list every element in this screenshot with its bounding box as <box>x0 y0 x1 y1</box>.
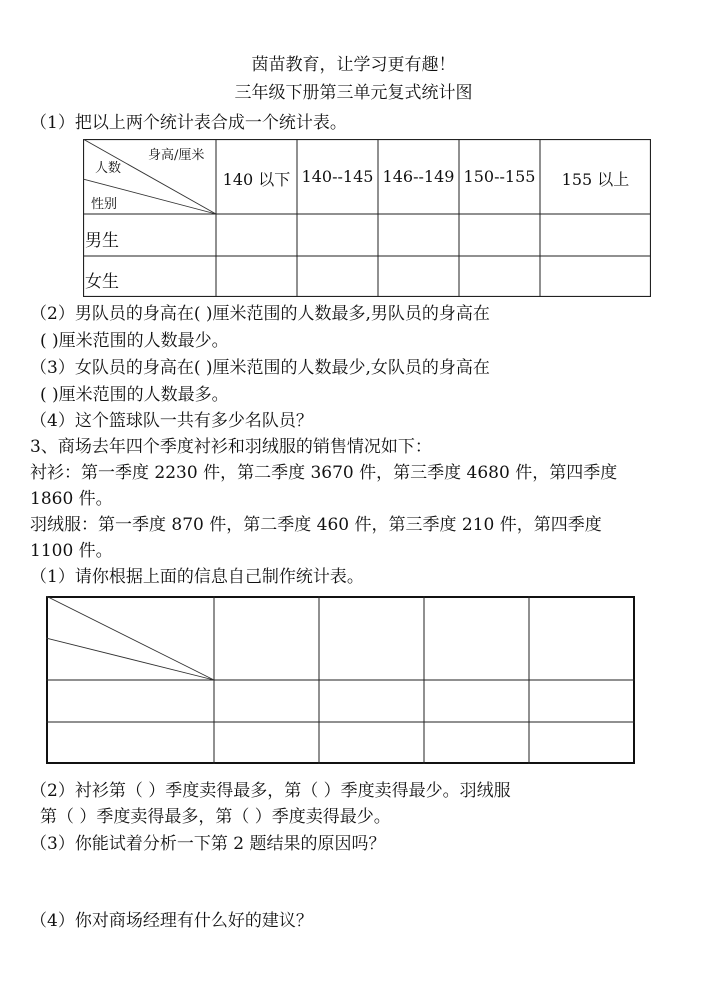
question-3-2-line1: （2）衬衫第（ ）季度卖得最多，第（ ）季度卖得最少。羽绒服 <box>30 781 511 801</box>
header-count-label: 人数 <box>95 161 122 176</box>
part3-intro: 3、商场去年四个季度衬衫和羽绒服的销售情况如下： <box>30 437 432 457</box>
diagonal-line <box>46 638 214 680</box>
column-header: 140 以下 <box>222 170 291 189</box>
downjacket-data-line2: 1100 件。 <box>30 541 113 561</box>
sales-table-grid <box>46 596 635 764</box>
column-header: 140--145 <box>301 167 374 186</box>
sales-table <box>46 596 635 764</box>
downjacket-data-line1: 羽绒服：第一季度 870 件，第二季度 460 件，第三季度 210 件，第四季度 <box>30 515 602 535</box>
page-title: 茵苗教育，让学习更有趣！ <box>251 55 456 75</box>
column-header: 146--149 <box>382 167 455 186</box>
question-2-3-line2: ( )厘米范围的人数最多。 <box>40 385 229 405</box>
question-2-2-line1: （2）男队员的身高在( )厘米范围的人数最多,男队员的身高在 <box>30 304 490 324</box>
diagonal-line <box>46 596 214 680</box>
page-subtitle: 三年级下册第三单元复式统计图 <box>234 83 473 103</box>
question-3-1: （1）请你根据上面的信息自己制作统计表。 <box>30 567 364 587</box>
column-header: 155 以上 <box>561 170 630 189</box>
header-height-label: 身高/厘米 <box>148 148 205 163</box>
question-2-4: （4）这个篮球队一共有多少名队员？ <box>30 411 313 431</box>
shirts-data-line2: 1860 件。 <box>30 489 113 509</box>
question-2-1: （1）把以上两个统计表合成一个统计表。 <box>30 113 347 133</box>
row-header-boys: 男生 <box>85 231 119 251</box>
question-2-3-line1: （3）女队员的身高在( )厘米范围的人数最少,女队员的身高在 <box>30 358 490 378</box>
header-gender-label: 性别 <box>91 197 118 212</box>
row-header-girls: 女生 <box>85 272 119 292</box>
question-3-3: （3）你能试着分析一下第 2 题结果的原因吗？ <box>30 834 386 854</box>
height-table <box>83 139 651 297</box>
shirts-data-line1: 衬衫：第一季度 2230 件，第二季度 3670 件，第三季度 4680 件，第四季度 <box>30 463 618 483</box>
question-2-2-line2: ( )厘米范围的人数最少。 <box>40 331 229 351</box>
question-3-4: （4）你对商场经理有什么好的建议？ <box>30 911 313 931</box>
column-header: 150--155 <box>463 167 536 186</box>
question-3-2-line2: 第（ ）季度卖得最多，第（ ）季度卖得最少。 <box>40 807 391 827</box>
